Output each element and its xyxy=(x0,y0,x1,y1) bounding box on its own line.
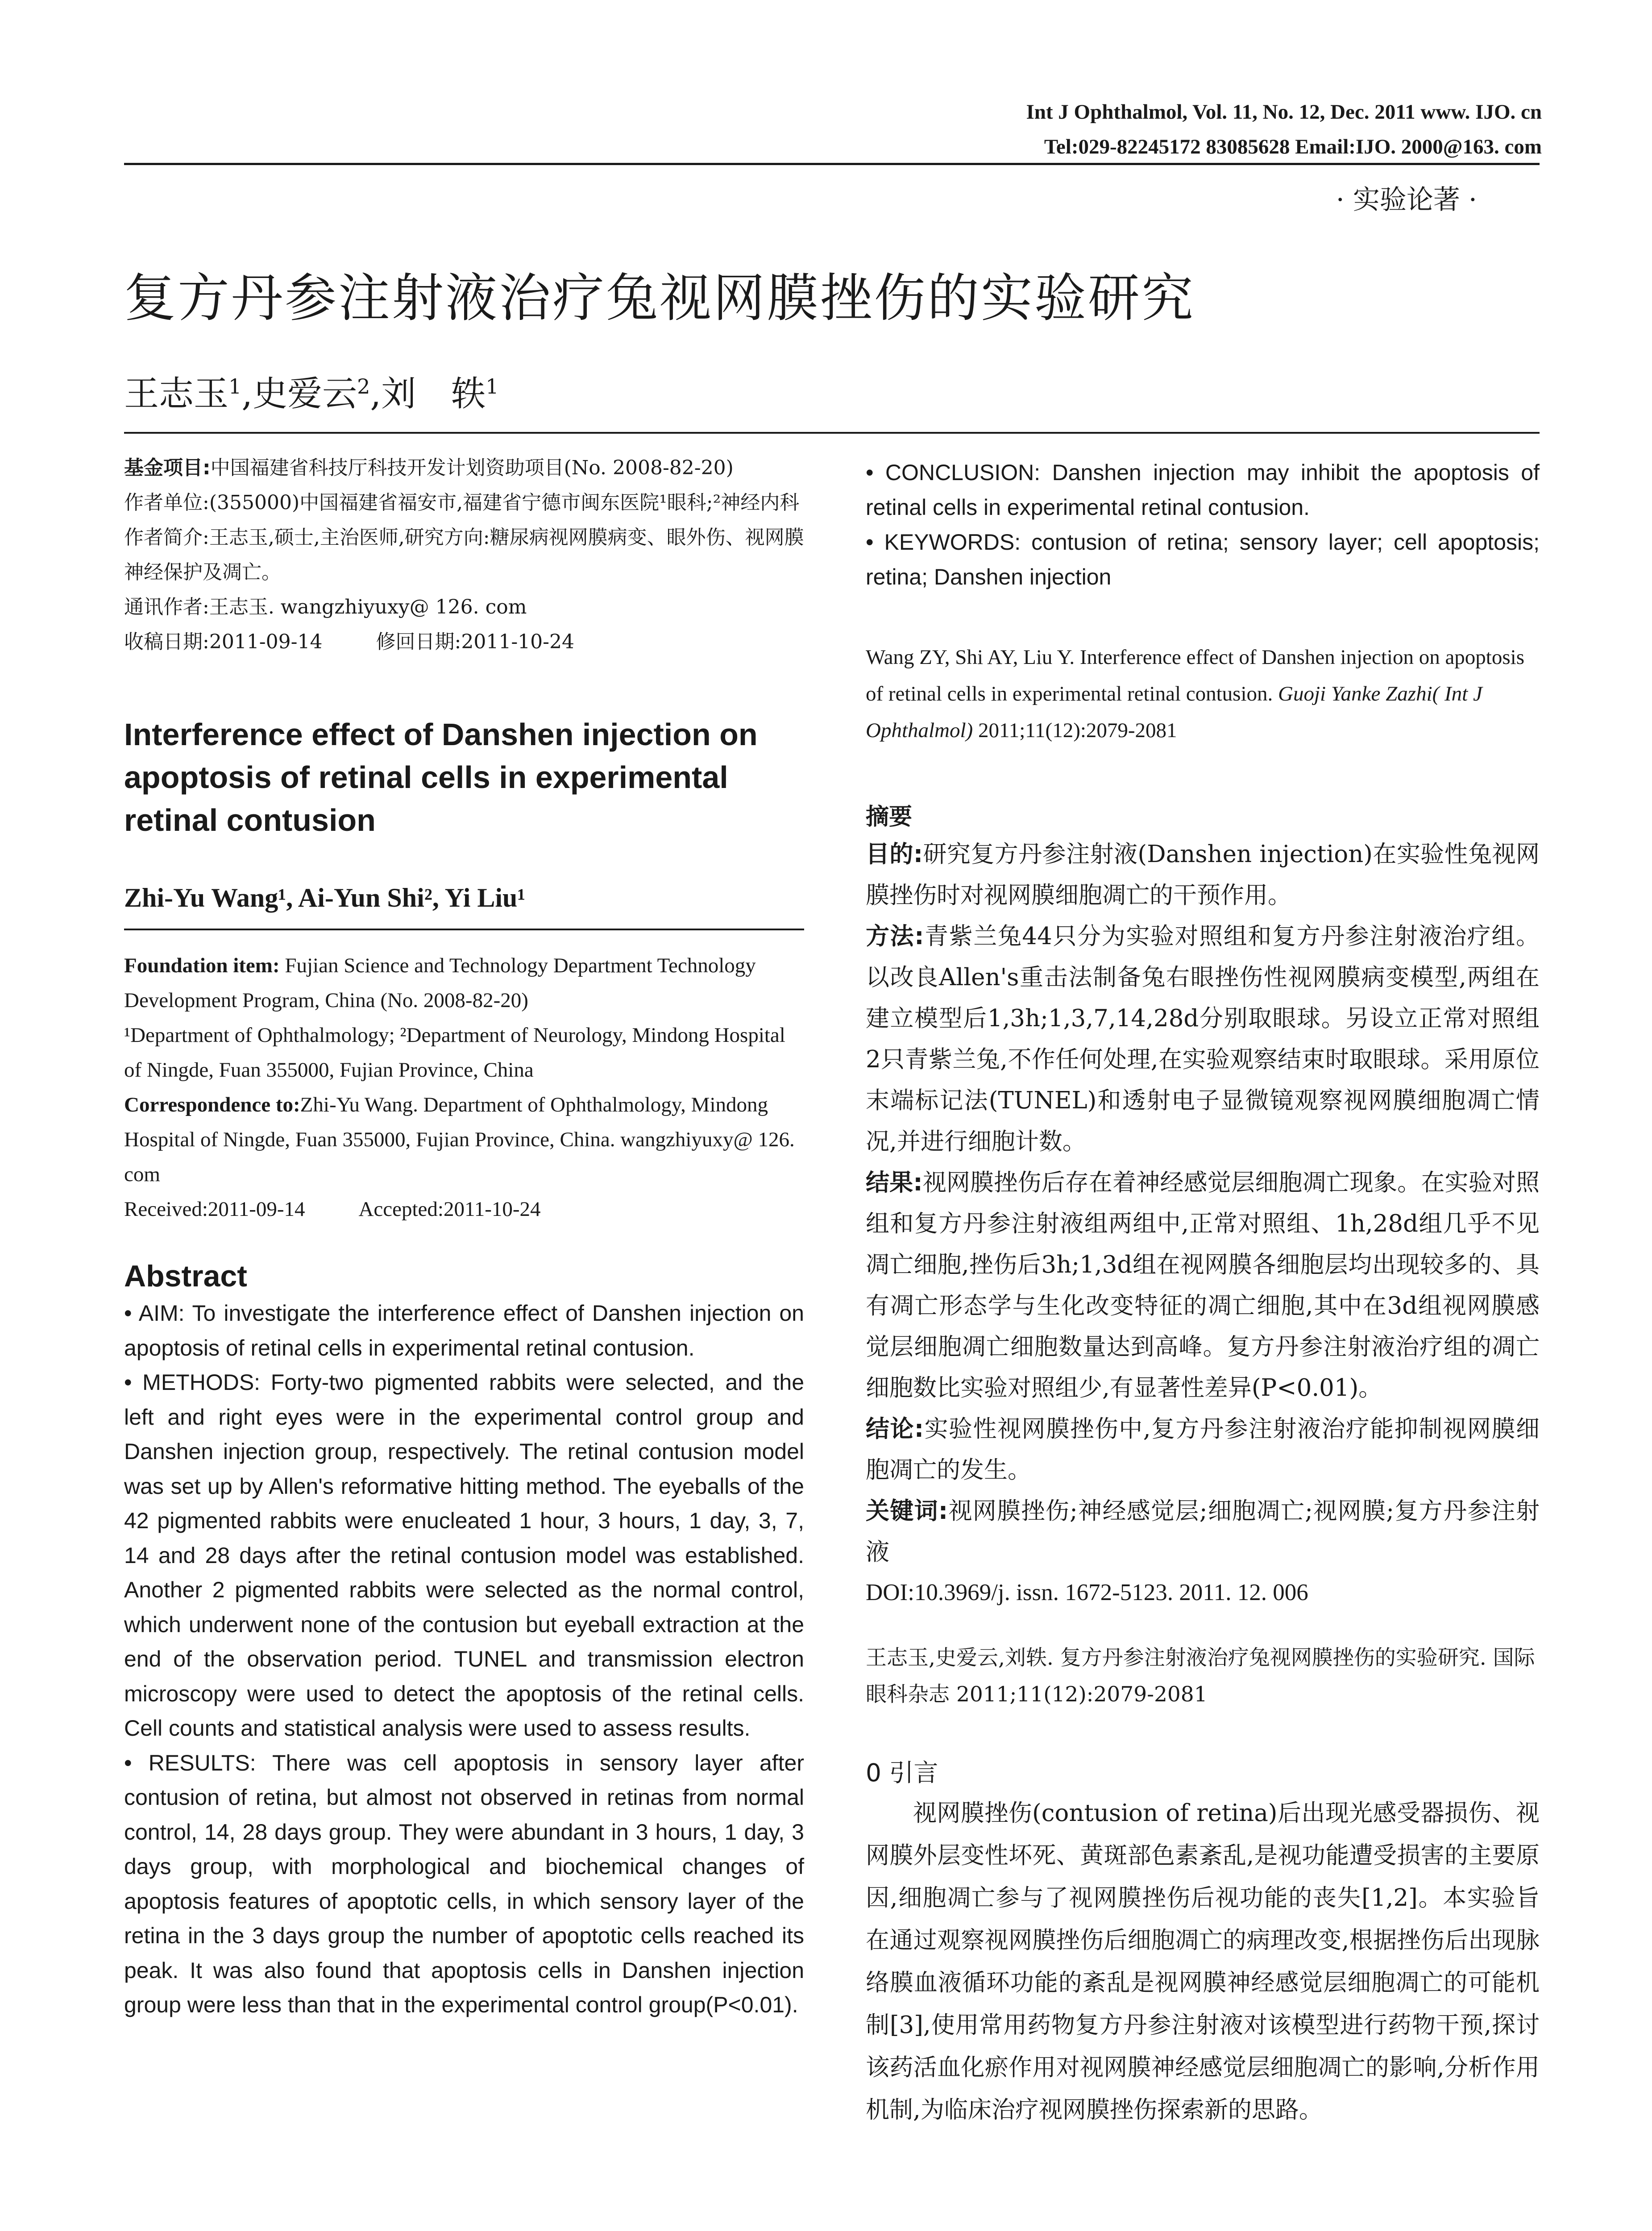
abstract-results: • RESULTS: There was cell apoptosis in sensory layer after contusion of retina, but almost not observed in retinas from normal control, 14, 28 days group. They were abundant in 3 hours, 1 day, 3 days group, with morphological and biochemical changes of apoptosis features of apoptotic cells, in which sensory layer of the retina in the 3 days group the number of apoptotic cells reached its peak. It was also found that apoptosis cells in Danshen injection group were less than that in the experimental control group(P<0.01). xyxy=(124,1750,804,2017)
citation-en-text: Wang ZY, Shi AY, Liu Y. Interference effect of Danshen injection on apoptosis of retinal cells in experimental retinal contusion. xyxy=(866,646,1525,705)
abstract-aim: • AIM: To investigate the interference effect of Danshen injection on apoptosis of retinal cells in experimental retinal contusion. xyxy=(124,1301,804,1360)
author-affiliation-mark: 1 xyxy=(486,374,499,398)
right-column xyxy=(866,455,1540,2131)
abstract-keywords: • KEYWORDS: contusion of retina; sensory layer; cell apoptosis; retina; Danshen injection xyxy=(866,530,1540,589)
author-affiliation-mark: 1 xyxy=(228,374,242,398)
journal-info-line: Int J Ophthalmol, Vol. 11, No. 12, Dec. 2011 www. IJO. cn xyxy=(1026,100,1542,124)
abstract-methods: • METHODS: Forty-two pigmented rabbits were selected, and the left and right eyes were in the experimental control group and Danshen injection group, respectively. The retinal contusion model was set up by Allen's reformative hitting method. The eyeballs of the 42 pigmented rabbits were enucleated 1 hour, 3 hours, 1 day, 3, 7, 14 and 28 days after the retinal contusion model was established. Another 2 pigmented rabbits were selected as the normal control, which underwent none of the contusion but eyeball extraction at the end of the observation period. TUNEL and transmission electron microscopy were used to detect the apoptosis of the retinal cells. Cell counts and statistical analysis were used to assess results. xyxy=(124,1370,804,1741)
section-tag: · 实验论著 · xyxy=(1336,184,1477,216)
author-name: 刘 轶 xyxy=(381,374,486,414)
intro-text: 视网膜挫伤(contusion of retina)后出现光感受器损伤、视网膜外层变性坏死、黄斑部色素紊乱,是视功能遭受损害的主要原因,细胞凋亡参与了视网膜挫伤后视功能的丧失[1,2]。本实验旨在通过观察视网膜挫伤后细胞凋亡的病理改变,根据挫伤后出现脉络膜血液循环功能的紊乱是视网膜神经感觉层细胞凋亡的可能机制[3],使用常用药物复方丹参注射液对该模型进行药物干预,探讨该药活血化瘀作用对视网膜神经感觉层细胞凋亡的影响,分析作用机制,为临床治疗视网膜挫伤探索新的思路。 xyxy=(866,1800,1540,2123)
fund-info xyxy=(124,451,804,485)
affiliation-en: ¹Department of Ophthalmology; ²Department of Neurology, Mindong Hospital of Ningde, Fuan 355000, Fujian Province, China xyxy=(124,1024,785,1082)
cn-abstract-methods xyxy=(866,916,1540,1162)
dates-en xyxy=(124,1192,804,1227)
author-affiliation-mark: 2 xyxy=(357,374,370,398)
citation-en-journal: Guoji Yanke Zazhi( Int J Ophthalmol) xyxy=(866,682,1482,742)
cn-results-text: 视网膜挫伤后存在着神经感觉层细胞凋亡现象。在实验对照组和复方丹参注射液组两组中,正常对照组、1h,28d组几乎不见凋亡细胞,挫伤后3h;1,3d组在视网膜各细胞层均出现较多的、具有凋亡形态学与生化改变特征的凋亡细胞,其中在3d组视网膜感觉层细胞凋亡细胞数量达到高峰。复方丹参注射液治疗组的凋亡细胞数比实验对照组少,有显著性差异(P<0.01)。 xyxy=(866,1169,1540,1402)
dates-cn xyxy=(124,625,804,659)
foundation-info xyxy=(124,948,804,1018)
citation-en xyxy=(866,639,1540,749)
cn-aim-text: 研究复方丹参注射液(Danshen injection)在实验性兔视网膜挫伤时对视网膜细胞凋亡的干预作用。 xyxy=(866,841,1540,909)
corr-text-cn: 王志玉. wangzhiyuxy@ 126. com xyxy=(209,596,527,618)
cn-abstract-keywords xyxy=(866,1491,1540,1573)
cn-conclusion-label: 结论: xyxy=(866,1415,924,1443)
journal-contact-line: Tel:029-82245172 83085628 Email:IJO. 2000@163. com xyxy=(1044,135,1542,158)
header-rule xyxy=(124,163,1540,165)
author-rule xyxy=(124,432,1540,434)
received-date-cn: 收稿日期:2011-09-14 xyxy=(124,630,323,653)
english-authors-rule xyxy=(124,929,804,930)
received-date-en: Received:2011-09-14 xyxy=(124,1198,305,1221)
cn-keywords-text: 视网膜挫伤;神经感觉层;细胞凋亡;视网膜;复方丹参注射液 xyxy=(866,1497,1540,1566)
cn-conclusion-text: 实验性视网膜挫伤中,复方丹参注射液治疗能抑制视网膜细胞凋亡的发生。 xyxy=(866,1415,1540,1484)
abstract-heading: Abstract xyxy=(124,1259,247,1293)
unit-text: (355000)中国福建省福安市,福建省宁德市闽东医院¹眼科;²神经内科 xyxy=(209,491,800,514)
cn-methods-label: 方法: xyxy=(866,923,924,950)
english-authors: Zhi-Yu Wang¹, Ai-Yun Shi², Yi Liu¹ xyxy=(124,883,526,912)
cn-abstract-aim xyxy=(866,834,1540,916)
accepted-date-en: Accepted:2011-10-24 xyxy=(358,1198,541,1221)
intro-heading: 0 引言 xyxy=(866,1758,938,1787)
correspondence-en xyxy=(124,1087,804,1192)
author-name: 史爱云 xyxy=(253,374,357,414)
cn-methods-text: 青紫兰兔44只分为实验对照组和复方丹参注射液治疗组。以改良Allen's重击法制备兔右眼挫伤性视网膜病变模型,两组在建立模型后1,3h;1,3,7,14,28d分别取眼球。另设立正常对照组2只青紫兰兔,不作任何处理,在实验观察结束时取眼球。采用原位末端标记法(TUNEL)和透射电子显微镜观察视网膜细胞凋亡情况,并进行细胞计数。 xyxy=(866,923,1540,1155)
author-name: 王志玉 xyxy=(124,374,229,414)
corr-info-cn xyxy=(124,590,804,625)
left-column xyxy=(124,451,804,2023)
author-separator: , xyxy=(241,374,253,414)
author-separator: , xyxy=(370,374,382,414)
fund-text: 中国福建省科技厅科技开发计划资助项目(No. 2008-82-20) xyxy=(210,456,734,479)
revised-date-cn: 修回日期:2011-10-24 xyxy=(376,630,575,653)
cn-results-label: 结果: xyxy=(866,1169,923,1196)
chinese-abstract-heading: 摘要 xyxy=(866,804,913,830)
cn-abstract-results xyxy=(866,1162,1540,1409)
chinese-authors xyxy=(124,366,498,416)
bio-info xyxy=(124,520,804,590)
english-title: Interference effect of Danshen injection on apoptosis of retinal cells in experimental retinal contusion xyxy=(124,717,758,838)
cn-abstract-conclusion xyxy=(866,1409,1540,1491)
doi: DOI:10.3969/j. issn. 1672-5123. 2011. 12. 006 xyxy=(866,1580,1308,1605)
cn-aim-label: 目的: xyxy=(866,841,923,868)
foundation-label: Foundation item: xyxy=(124,954,280,977)
citation-cn: 王志玉,史爱云,刘轶. 复方丹参注射液治疗兔视网膜挫伤的实验研究. 国际眼科杂志 2011;11(12):2079-2081 xyxy=(866,1646,1535,1707)
citation-en-ref: 2011;11(12):2079-2081 xyxy=(973,719,1177,742)
corr-label-cn: 通讯作者: xyxy=(124,596,209,618)
fund-label: 基金项目: xyxy=(124,456,211,479)
foundation-text: Fujian Science and Technology Department Technology Development Program, China (No. 2008-82-20) xyxy=(124,954,756,1012)
abstract-conclusion: • CONCLUSION: Danshen injection may inhibit the apoptosis of retinal cells in experimental retinal contusion. xyxy=(866,460,1540,520)
bio-text: 王志玉,硕士,主治医师,研究方向:糖尿病视网膜病变、眼外伤、视网膜神经保护及凋亡。 xyxy=(124,526,804,584)
unit-info xyxy=(124,485,804,520)
unit-label: 作者单位: xyxy=(124,491,209,514)
cn-keywords-label: 关键词: xyxy=(866,1497,948,1525)
journal-header xyxy=(872,95,1542,164)
bio-label: 作者简介: xyxy=(124,526,209,549)
chinese-title: 复方丹参注射液治疗兔视网膜挫伤的实验研究 xyxy=(124,268,1195,328)
correspondence-label: Correspondence to: xyxy=(124,1093,300,1116)
correspondence-text: Zhi-Yu Wang. Department of Ophthalmology, Mindong Hospital of Ningde, Fuan 355000, Fujian Province, China. wangzhiyuxy@ 126. com xyxy=(124,1093,795,1186)
